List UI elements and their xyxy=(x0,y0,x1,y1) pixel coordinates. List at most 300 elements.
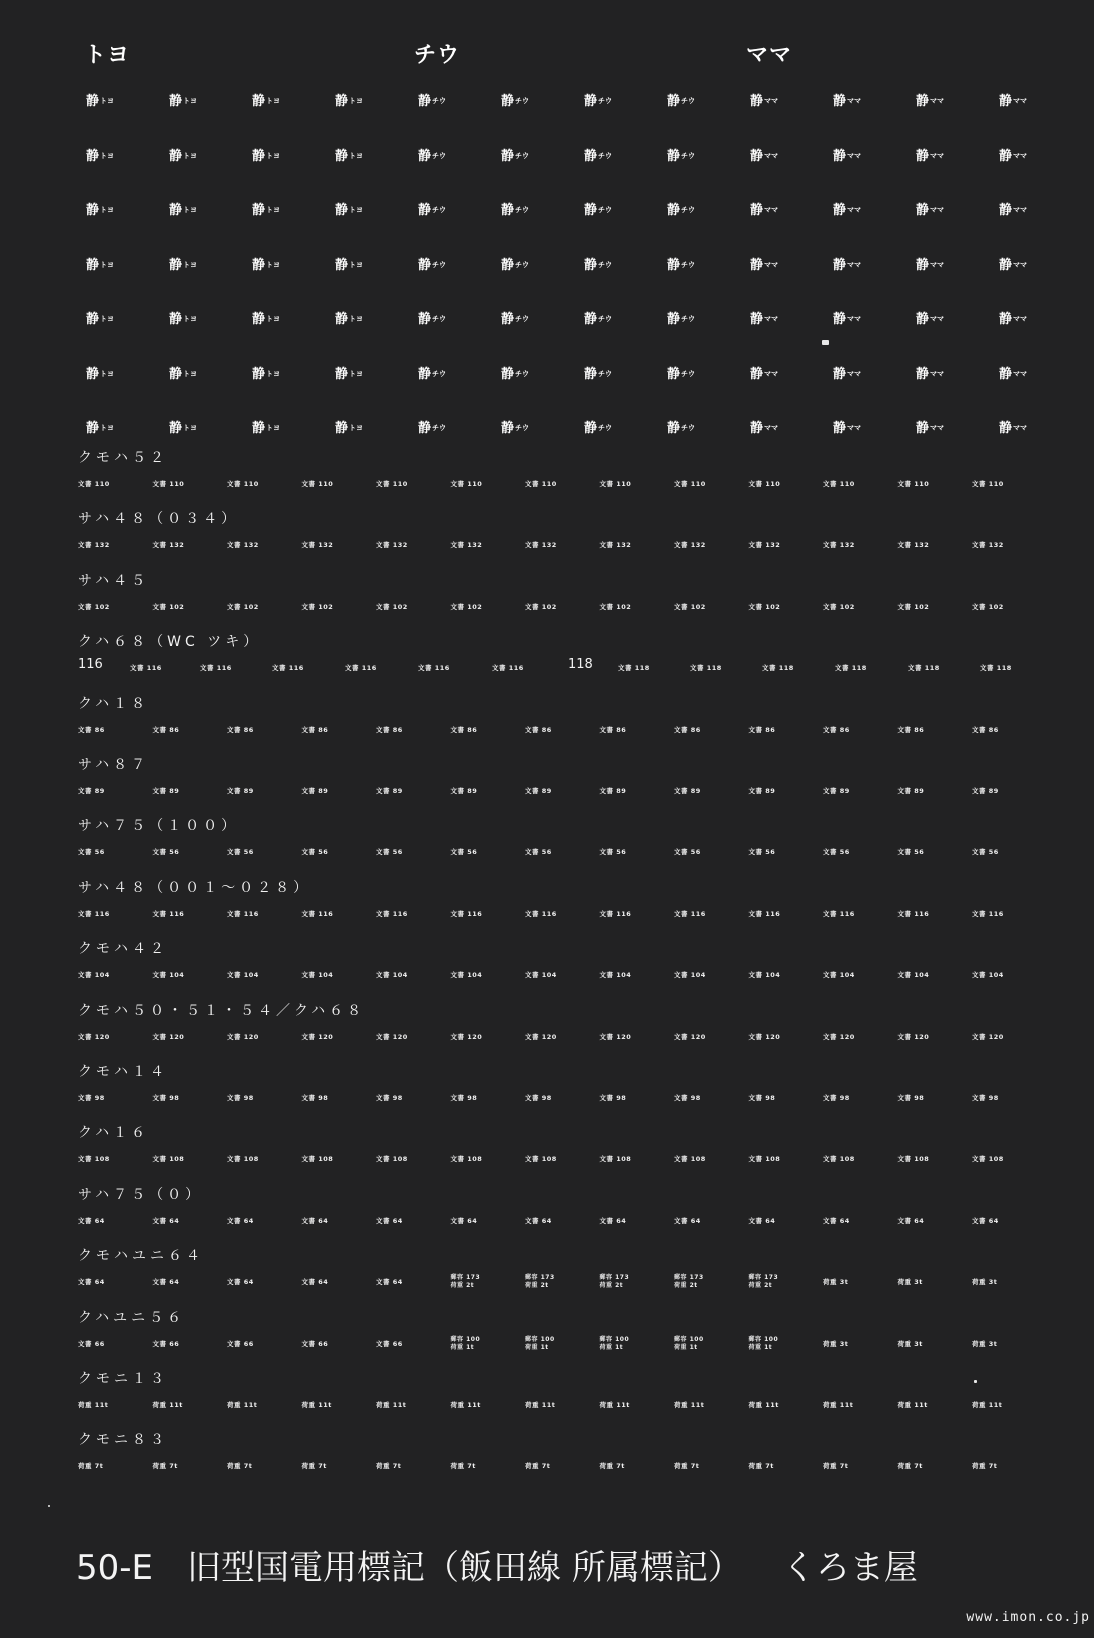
marking-label: 文書 120 xyxy=(450,1032,483,1041)
header-mama: ママ xyxy=(746,43,793,68)
marking-label: 文書 102 xyxy=(450,602,483,611)
marking-label: 文書 102 xyxy=(525,602,557,611)
marking-label: 文書 98 xyxy=(599,1094,627,1102)
marking-label: 文書 108 xyxy=(823,1155,855,1164)
depot-mark-code: トヨ xyxy=(266,97,281,105)
marking-label: 文書 98 xyxy=(823,1094,850,1102)
marking-label: 文書 104 xyxy=(152,971,185,980)
marking-label: 文書 64 xyxy=(301,1278,329,1287)
marking-label: 文書 104 xyxy=(376,971,408,980)
depot-mark-kanji: 静 xyxy=(999,257,1013,273)
marking-label: 文書 116 xyxy=(130,664,162,673)
marking-label: 荷重 7t xyxy=(748,1462,774,1471)
depot-mark-code: ママ xyxy=(847,151,862,160)
depot-mark xyxy=(169,145,197,164)
depot-mark-kanji: 静 xyxy=(252,94,266,109)
depot-mark xyxy=(833,417,861,436)
marking-label: 文書 64 xyxy=(152,1216,180,1225)
marking-label: 文書 116 xyxy=(376,909,408,918)
marking-label: 文書 110 xyxy=(599,480,632,488)
section-title: クモハ４２ xyxy=(78,941,168,958)
marking-label: 文書 120 xyxy=(152,1032,185,1041)
depot-mark-code: ママ xyxy=(764,151,779,160)
marking-label xyxy=(674,1336,704,1352)
marking-label: 文書 102 xyxy=(748,602,781,611)
depot-mark-code: チウ xyxy=(598,424,613,432)
product-name: 旧型国電用標記（飯田線 所属標記） xyxy=(187,1548,742,1588)
depot-mark-kanji: 静 xyxy=(418,257,432,273)
depot-mark-kanji: 静 xyxy=(667,257,681,273)
depot-mark xyxy=(169,308,197,327)
depot-mark xyxy=(501,145,529,164)
depot-mark-kanji: 静 xyxy=(750,203,764,218)
depot-mark-kanji: 静 xyxy=(999,203,1013,218)
marking-label: 文書 116 xyxy=(272,664,304,673)
depot-mark xyxy=(252,90,280,109)
marking-label-line: 郵容 173 xyxy=(674,1274,704,1282)
depot-mark-kanji: 静 xyxy=(999,312,1013,327)
marking-label: 文書 108 xyxy=(599,1155,632,1164)
depot-mark-code: チウ xyxy=(432,369,447,378)
marking-label: 文書 98 xyxy=(227,1094,254,1102)
marking-label: 文書 110 xyxy=(78,480,110,488)
section-title: クモハユニ６４ xyxy=(78,1248,204,1265)
depot-mark-code: トヨ xyxy=(349,206,364,214)
marking-label: 文書 89 xyxy=(599,787,627,795)
marking-label: 文書 86 xyxy=(78,725,105,734)
maker-name: くろま屋 xyxy=(781,1548,918,1588)
depot-mark-kanji: 静 xyxy=(86,421,100,436)
depot-mark xyxy=(169,363,197,382)
depot-mark-code: ママ xyxy=(1013,369,1028,378)
depot-mark-kanji: 静 xyxy=(501,94,515,109)
depot-mark-kanji: 静 xyxy=(916,312,930,327)
depot-mark-kanji: 静 xyxy=(750,94,764,109)
marking-label: 文書 102 xyxy=(301,602,334,611)
marking-label: 文書 116 xyxy=(152,909,185,918)
marking-label: 文書 116 xyxy=(450,909,483,918)
marking-label-line: 荷重 2t xyxy=(748,1282,773,1290)
depot-mark-code: トヨ xyxy=(266,260,281,269)
depot-mark-code: トヨ xyxy=(266,424,281,432)
marking-label: 文書 116 xyxy=(972,909,1004,918)
marking-label xyxy=(749,1274,779,1290)
depot-mark-code: トヨ xyxy=(349,369,364,378)
section-title: クハ１６ xyxy=(78,1125,150,1142)
marking-label: 荷重 7t xyxy=(972,1462,998,1471)
depot-mark xyxy=(750,145,778,164)
marking-label: 文書 120 xyxy=(748,1032,781,1041)
depot-mark-kanji: 静 xyxy=(750,366,764,382)
marking-label: 文書 98 xyxy=(972,1094,999,1102)
marking-label: 文書 89 xyxy=(152,787,180,795)
marking-label: 文書 116 xyxy=(823,909,855,918)
depot-mark xyxy=(750,199,778,218)
marking-label: 文書 108 xyxy=(897,1155,930,1164)
depot-mark xyxy=(833,199,861,218)
section-title: サハ４８（００１～０２８） xyxy=(78,879,312,896)
marking-label: 文書 118 xyxy=(690,664,722,673)
depot-mark-code: ママ xyxy=(764,206,779,214)
product-code: 50-E xyxy=(76,1548,154,1588)
depot-mark-kanji: 静 xyxy=(667,94,681,109)
product-title xyxy=(76,1540,918,1589)
depot-mark-code: ママ xyxy=(930,424,945,432)
marking-label: 文書 89 xyxy=(674,787,701,795)
marking-label: 文書 120 xyxy=(972,1032,1004,1041)
marking-label: 文書 116 xyxy=(492,664,524,673)
depot-mark xyxy=(916,417,944,436)
depot-mark-kanji: 静 xyxy=(667,312,681,327)
depot-mark-code: ママ xyxy=(930,151,945,160)
marking-label: 文書 64 xyxy=(748,1216,776,1225)
depot-mark xyxy=(667,145,695,164)
depot-mark xyxy=(916,145,944,164)
marking-label: 文書 110 xyxy=(525,480,557,488)
depot-mark xyxy=(916,308,944,327)
marking-label: 文書 56 xyxy=(748,848,776,857)
marking-label-line: 郵容 100 xyxy=(450,1335,481,1343)
marking-label: 文書 104 xyxy=(972,971,1004,980)
marking-label: 文書 120 xyxy=(599,1032,632,1041)
marking-label-line: 郵容 100 xyxy=(525,1335,555,1343)
marking-label: 文書 120 xyxy=(823,1032,855,1041)
depot-mark-kanji: 静 xyxy=(501,257,515,273)
marking-label: 文書 86 xyxy=(227,725,254,734)
marking-label-line: 郵容 173 xyxy=(525,1274,555,1282)
depot-mark-code: トヨ xyxy=(266,369,281,378)
marking-label-line: 郵容 100 xyxy=(674,1335,704,1343)
marking-label: 文書 64 xyxy=(376,1278,403,1287)
depot-mark xyxy=(501,199,529,218)
marking-label: 文書 102 xyxy=(599,602,632,611)
marking-label: 荷重 11t xyxy=(525,1401,556,1409)
depot-mark xyxy=(335,308,363,327)
depot-mark xyxy=(169,90,197,109)
depot-mark xyxy=(501,90,529,109)
marking-label: 荷重 3t xyxy=(823,1339,849,1348)
marking-label: 文書 86 xyxy=(450,725,478,734)
marking-label: 文書 102 xyxy=(674,602,706,611)
depot-mark-code: チウ xyxy=(432,206,447,214)
depot-mark xyxy=(169,199,197,218)
depot-mark-kanji: 静 xyxy=(252,148,266,164)
marking-label: 文書 86 xyxy=(525,725,552,734)
marking-label: 文書 110 xyxy=(301,480,334,488)
depot-mark xyxy=(501,308,529,327)
marking-label: 文書 56 xyxy=(301,848,329,857)
depot-mark-code: ママ xyxy=(930,315,945,323)
marking-label: 文書 116 xyxy=(78,909,110,918)
depot-mark-code: チウ xyxy=(432,151,447,160)
marking-label: 文書 86 xyxy=(152,725,180,734)
depot-mark xyxy=(667,417,695,436)
marking-label: 文書 110 xyxy=(972,480,1004,488)
depot-mark-code: トヨ xyxy=(100,151,115,160)
depot-mark xyxy=(750,254,778,273)
depot-mark-kanji: 静 xyxy=(252,257,266,273)
marking-label: 文書 56 xyxy=(227,848,254,857)
marking-label: 荷重 7t xyxy=(301,1462,327,1471)
depot-mark-code: チウ xyxy=(515,260,530,269)
depot-mark-kanji: 静 xyxy=(86,312,100,327)
depot-mark-kanji: 静 xyxy=(833,257,847,273)
marking-label: 荷重 7t xyxy=(897,1462,923,1471)
depot-mark xyxy=(916,90,944,109)
depot-mark-code: チウ xyxy=(598,206,613,214)
marking-label: 文書 98 xyxy=(897,1094,925,1102)
dust-speck xyxy=(48,1505,50,1507)
depot-mark xyxy=(999,199,1027,218)
section-title: サハ８７ xyxy=(78,757,150,773)
marking-label: 文書 86 xyxy=(972,725,999,734)
depot-mark-kanji: 静 xyxy=(584,366,598,382)
marking-label: 荷重 11t xyxy=(301,1401,332,1409)
marking-label: 文書 104 xyxy=(450,971,483,980)
depot-mark-code: ママ xyxy=(847,369,862,378)
depot-mark-kanji: 静 xyxy=(252,203,266,218)
marking-label-line: 荷重 1t xyxy=(674,1343,698,1351)
marking-label: 文書 98 xyxy=(525,1094,552,1102)
depot-mark xyxy=(252,308,280,327)
depot-mark xyxy=(86,417,114,436)
depot-mark-code: チウ xyxy=(515,315,530,323)
depot-mark-code: チウ xyxy=(681,206,696,214)
depot-mark xyxy=(833,145,861,164)
depot-mark-kanji: 静 xyxy=(999,366,1013,382)
marking-label: 荷重 3t xyxy=(972,1278,998,1287)
marking-label: 文書 116 xyxy=(418,664,450,673)
depot-mark xyxy=(335,145,363,164)
marking-label: 文書 116 xyxy=(897,909,930,918)
depot-mark xyxy=(86,199,114,218)
depot-mark xyxy=(335,363,363,382)
marking-label: 文書 104 xyxy=(897,971,930,980)
depot-mark xyxy=(584,254,612,273)
depot-mark-code: ママ xyxy=(930,369,945,378)
marking-label: 文書 132 xyxy=(748,541,781,550)
marking-label: 文書 98 xyxy=(301,1094,329,1102)
depot-mark xyxy=(418,90,446,109)
depot-mark-code: チウ xyxy=(515,151,530,160)
depot-mark-code: ママ xyxy=(1013,424,1028,432)
marking-label: 文書 120 xyxy=(897,1032,930,1041)
marking-label: 文書 89 xyxy=(525,787,552,795)
depot-mark-code: チウ xyxy=(515,369,530,378)
depot-mark-kanji: 静 xyxy=(501,421,515,436)
marking-label: 文書 116 xyxy=(525,909,557,918)
marking-label: 文書 116 xyxy=(227,909,259,918)
depot-mark-code: トヨ xyxy=(183,97,198,105)
depot-mark-kanji: 静 xyxy=(833,148,847,164)
marking-label: 文書 118 xyxy=(908,664,940,673)
depot-mark xyxy=(999,308,1027,327)
depot-mark xyxy=(501,254,529,273)
marking-label: 文書 132 xyxy=(674,541,706,550)
depot-mark-code: ママ xyxy=(847,97,862,105)
marking-label: 荷重 7t xyxy=(227,1462,253,1471)
depot-mark-kanji: 静 xyxy=(916,421,930,436)
marking-label: 荷重 3t xyxy=(897,1278,923,1287)
marking-label-line: 荷重 2t xyxy=(525,1282,549,1290)
marking-label: 文書 104 xyxy=(748,971,781,980)
marking-label: 文書 86 xyxy=(897,725,925,734)
depot-mark-code: チウ xyxy=(598,315,613,323)
section-title: クハユニ５６ xyxy=(78,1309,186,1326)
depot-mark-kanji: 静 xyxy=(169,312,183,327)
marking-label: 文書 64 xyxy=(897,1216,925,1225)
depot-mark xyxy=(169,417,197,436)
marking-label: 文書 108 xyxy=(450,1155,483,1164)
depot-mark-kanji: 静 xyxy=(667,366,681,382)
marking-label-line: 郵容 173 xyxy=(450,1274,481,1282)
section-title: クハ６８（WC ツキ） xyxy=(78,634,262,651)
marking-label: 文書 120 xyxy=(525,1032,557,1041)
depot-mark xyxy=(584,199,612,218)
depot-mark xyxy=(86,308,114,327)
marking-label: 文書 110 xyxy=(748,480,781,488)
depot-mark-code: トヨ xyxy=(349,151,364,160)
depot-mark-kanji: 静 xyxy=(86,94,100,109)
marking-label: 文書 104 xyxy=(78,971,110,980)
marking-label: 荷重 11t xyxy=(450,1401,481,1409)
depot-mark-code: トヨ xyxy=(100,97,115,105)
marking-label: 文書 108 xyxy=(674,1155,706,1164)
marking-label: 文書 132 xyxy=(450,541,483,550)
depot-mark xyxy=(86,90,114,109)
marking-label: 文書 56 xyxy=(78,848,105,857)
marking-label: 文書 104 xyxy=(599,971,632,980)
depot-mark-code: トヨ xyxy=(349,97,364,105)
section-title: サハ７５（１００） xyxy=(78,818,240,835)
marking-label: 文書 108 xyxy=(748,1155,781,1164)
marking-label: 文書 56 xyxy=(674,848,701,857)
depot-mark-code: ママ xyxy=(764,424,779,432)
depot-mark-kanji: 静 xyxy=(335,257,349,273)
marking-label: 文書 66 xyxy=(152,1339,180,1348)
marking-label: 文書 89 xyxy=(748,787,776,795)
depot-mark-code: チウ xyxy=(598,151,613,160)
marking-label: 文書 110 xyxy=(823,480,855,488)
marking-label: 文書 86 xyxy=(674,725,701,734)
row-number-label: 116 xyxy=(78,657,103,673)
depot-mark xyxy=(335,254,363,273)
marking-label xyxy=(600,1336,630,1352)
depot-mark xyxy=(833,254,861,273)
marking-label-line: 荷重 1t xyxy=(450,1343,475,1351)
depot-mark xyxy=(252,254,280,273)
depot-mark xyxy=(750,417,778,436)
depot-mark-code: ママ xyxy=(1013,151,1028,160)
marking-label: 文書 102 xyxy=(227,602,259,611)
marking-label xyxy=(525,1336,555,1352)
depot-mark-kanji: 静 xyxy=(335,366,349,382)
depot-mark-kanji: 静 xyxy=(501,312,515,327)
depot-mark xyxy=(750,308,778,327)
marking-label: 文書 108 xyxy=(227,1155,259,1164)
depot-mark xyxy=(833,90,861,109)
marking-label: 文書 64 xyxy=(152,1278,180,1287)
depot-mark-code: ママ xyxy=(847,206,862,214)
depot-mark xyxy=(584,145,612,164)
marking-label: 文書 110 xyxy=(227,480,259,488)
marking-label: 文書 110 xyxy=(450,480,483,488)
depot-mark-code: ママ xyxy=(930,97,945,105)
depot-mark-code: トヨ xyxy=(183,369,198,378)
depot-mark-kanji: 静 xyxy=(999,148,1013,164)
marking-label: 荷重 7t xyxy=(599,1462,625,1471)
marking-label xyxy=(600,1274,630,1290)
depot-mark-code: チウ xyxy=(432,424,447,432)
marking-label: 文書 89 xyxy=(376,787,403,795)
marking-label: 文書 98 xyxy=(450,1094,478,1102)
depot-mark xyxy=(418,254,446,273)
depot-mark-code: チウ xyxy=(598,97,613,105)
depot-mark-code: チウ xyxy=(598,369,613,378)
marking-label: 文書 102 xyxy=(78,602,110,611)
depot-mark-kanji: 静 xyxy=(916,257,930,273)
section-title: サハ４５ xyxy=(78,572,150,589)
dust-speck xyxy=(974,1380,977,1383)
marking-label: 荷重 7t xyxy=(450,1462,476,1471)
section-title: クモハ１４ xyxy=(78,1064,168,1080)
marking-label: 文書 110 xyxy=(152,480,185,488)
marking-label: 文書 86 xyxy=(823,725,850,734)
depot-mark xyxy=(501,417,529,436)
depot-mark-code: チウ xyxy=(681,97,696,105)
marking-label: 文書 56 xyxy=(376,848,403,857)
depot-mark-kanji: 静 xyxy=(750,257,764,273)
marking-label: 文書 102 xyxy=(897,602,930,611)
depot-mark-kanji: 静 xyxy=(252,312,266,327)
depot-mark-kanji: 静 xyxy=(169,203,183,218)
marking-label: 文書 104 xyxy=(674,971,706,980)
marking-label: 文書 64 xyxy=(599,1216,627,1225)
row-number-label: 118 xyxy=(568,657,593,673)
depot-mark-code: ママ xyxy=(764,260,779,269)
section-title: サハ４８（０３４） xyxy=(78,511,240,528)
depot-mark-code: トヨ xyxy=(100,369,115,378)
marking-label: 文書 110 xyxy=(376,480,408,488)
depot-mark xyxy=(584,90,612,109)
depot-mark xyxy=(833,308,861,327)
marking-label: 文書 66 xyxy=(78,1339,105,1348)
marking-label xyxy=(451,1274,481,1290)
marking-label: 荷重 11t xyxy=(972,1401,1003,1409)
depot-mark-kanji: 静 xyxy=(916,203,930,218)
dust-speck xyxy=(822,340,829,345)
marking-label: 荷重 7t xyxy=(376,1462,402,1471)
marking-label: 文書 132 xyxy=(823,541,855,550)
marking-label: 文書 64 xyxy=(823,1216,850,1225)
section-title: サハ７５（０） xyxy=(78,1186,204,1203)
depot-mark-kanji: 静 xyxy=(169,257,183,273)
depot-mark-kanji: 静 xyxy=(584,94,598,109)
marking-label: 文書 104 xyxy=(823,971,855,980)
marking-label: 荷重 11t xyxy=(599,1401,630,1409)
marking-label: 文書 64 xyxy=(376,1216,403,1225)
depot-mark-kanji: 静 xyxy=(501,203,515,218)
depot-mark-code: ママ xyxy=(1013,97,1028,105)
marking-label: 荷重 7t xyxy=(674,1462,700,1471)
depot-mark-kanji: 静 xyxy=(169,94,183,109)
marking-label-line: 郵容 173 xyxy=(599,1274,630,1282)
depot-mark-kanji: 静 xyxy=(335,312,349,327)
marking-label: 文書 86 xyxy=(599,725,627,734)
depot-mark-code: トヨ xyxy=(183,151,198,160)
marking-label: 文書 102 xyxy=(823,602,855,611)
marking-label: 荷重 11t xyxy=(748,1401,779,1409)
